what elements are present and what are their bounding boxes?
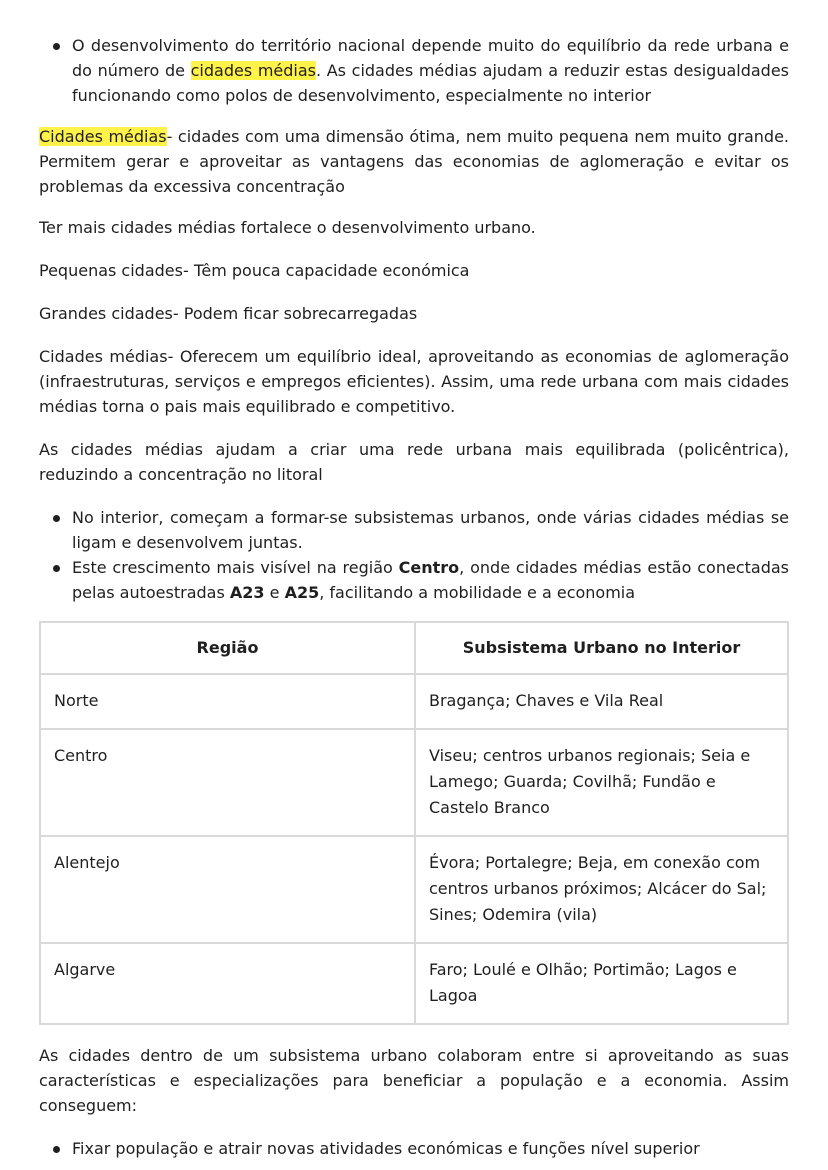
table-row	[40, 943, 788, 1024]
list-item: No interior, começam a formar-se subsistemas urbanos, onde várias cidades médias se ligam e desenvolvem juntas.	[72, 505, 789, 555]
column-header-region: Região	[40, 622, 415, 674]
paragraph: Pequenas cidades- Têm pouca capacidade económica	[39, 261, 470, 280]
paragraph: As cidades dentro de um subsistema urbano colaboram entre si aproveitando as suas características e especializações para beneficiar a população e a economia. Assim conseguem:	[39, 1046, 789, 1115]
intro-bullet-list	[39, 33, 789, 108]
table-cell-subsystem: Bragança; Chaves e Vila Real	[415, 674, 788, 729]
text-span: , onde cidades médias estão conectadas pelas autoestradas	[72, 558, 789, 602]
paragraph: Cidades médias- Oferecem um equilíbrio ideal, aproveitando as economias de aglomeração (infraestruturas, serviços e empregos eficientes). Assim, uma rede urbana com mais cidades médias torna o pais mais equilibrado e competitivo.	[39, 347, 789, 416]
table-row	[40, 729, 788, 836]
highlighted-text: cidades médias	[190, 61, 316, 80]
list-item	[72, 555, 789, 605]
highlighted-text: Cidades médias	[39, 127, 167, 146]
table-cell-region: Norte	[40, 674, 415, 729]
list-item	[72, 33, 789, 108]
outcomes-bullet-list	[39, 1136, 789, 1161]
paragraph: Grandes cidades- Podem ficar sobrecarregadas	[39, 304, 418, 323]
text-span: . As cidades médias ajudam a reduzir estas desigualdades funcionando como polos de desenvolvimento, especialmente no interior	[72, 61, 789, 105]
table-cell-region: Algarve	[40, 943, 415, 1024]
table-cell-region: Alentejo	[40, 836, 415, 943]
table-cell-subsystem: Évora; Portalegre; Beja, em conexão com centros urbanos próximos; Alcácer do Sal; Sines; Odemira (vila)	[415, 836, 788, 943]
list-item: Fixar população e atrair novas atividades económicas e funções nível superior	[72, 1136, 789, 1161]
bold-text: A23	[229, 583, 265, 602]
text-span: O desenvolvimento do território nacional depende muito do equilíbrio da rede urbana e do número de	[72, 36, 789, 80]
text-span: , facilitando a mobilidade e a economia	[319, 583, 636, 602]
text-span: Este crescimento mais visível na região	[72, 558, 399, 577]
paragraph: As cidades médias ajudam a criar uma rede urbana mais equilibrada (policêntrica), reduzindo a concentração no litoral	[39, 440, 789, 484]
table-cell-subsystem: Faro; Loulé e Olhão; Portimão; Lagos e Lagoa	[415, 943, 788, 1024]
text-span: - cidades com uma dimensão ótima, nem muito pequena nem muito grande. Permitem gerar e aproveitar as vantagens das economias de aglomeração e evitar os problemas da excessiva concentração	[39, 127, 790, 196]
definition-paragraph	[39, 124, 789, 199]
subsystems-bullet-list	[39, 505, 789, 605]
table-row	[40, 836, 788, 943]
table-header-row	[40, 622, 788, 674]
bold-text: Centro	[398, 558, 460, 577]
table-cell-region: Centro	[40, 729, 415, 836]
bold-text: A25	[284, 583, 320, 602]
urban-subsystems-table	[39, 621, 789, 1025]
column-header-subsystem: Subsistema Urbano no Interior	[415, 622, 788, 674]
paragraph: Ter mais cidades médias fortalece o desenvolvimento urbano.	[39, 218, 536, 237]
table-row	[40, 674, 788, 729]
table-cell-subsystem: Viseu; centros urbanos regionais; Seia e Lamego; Guarda; Covilhã; Fundão e Castelo Branco	[415, 729, 788, 836]
text-span: e	[264, 583, 285, 602]
